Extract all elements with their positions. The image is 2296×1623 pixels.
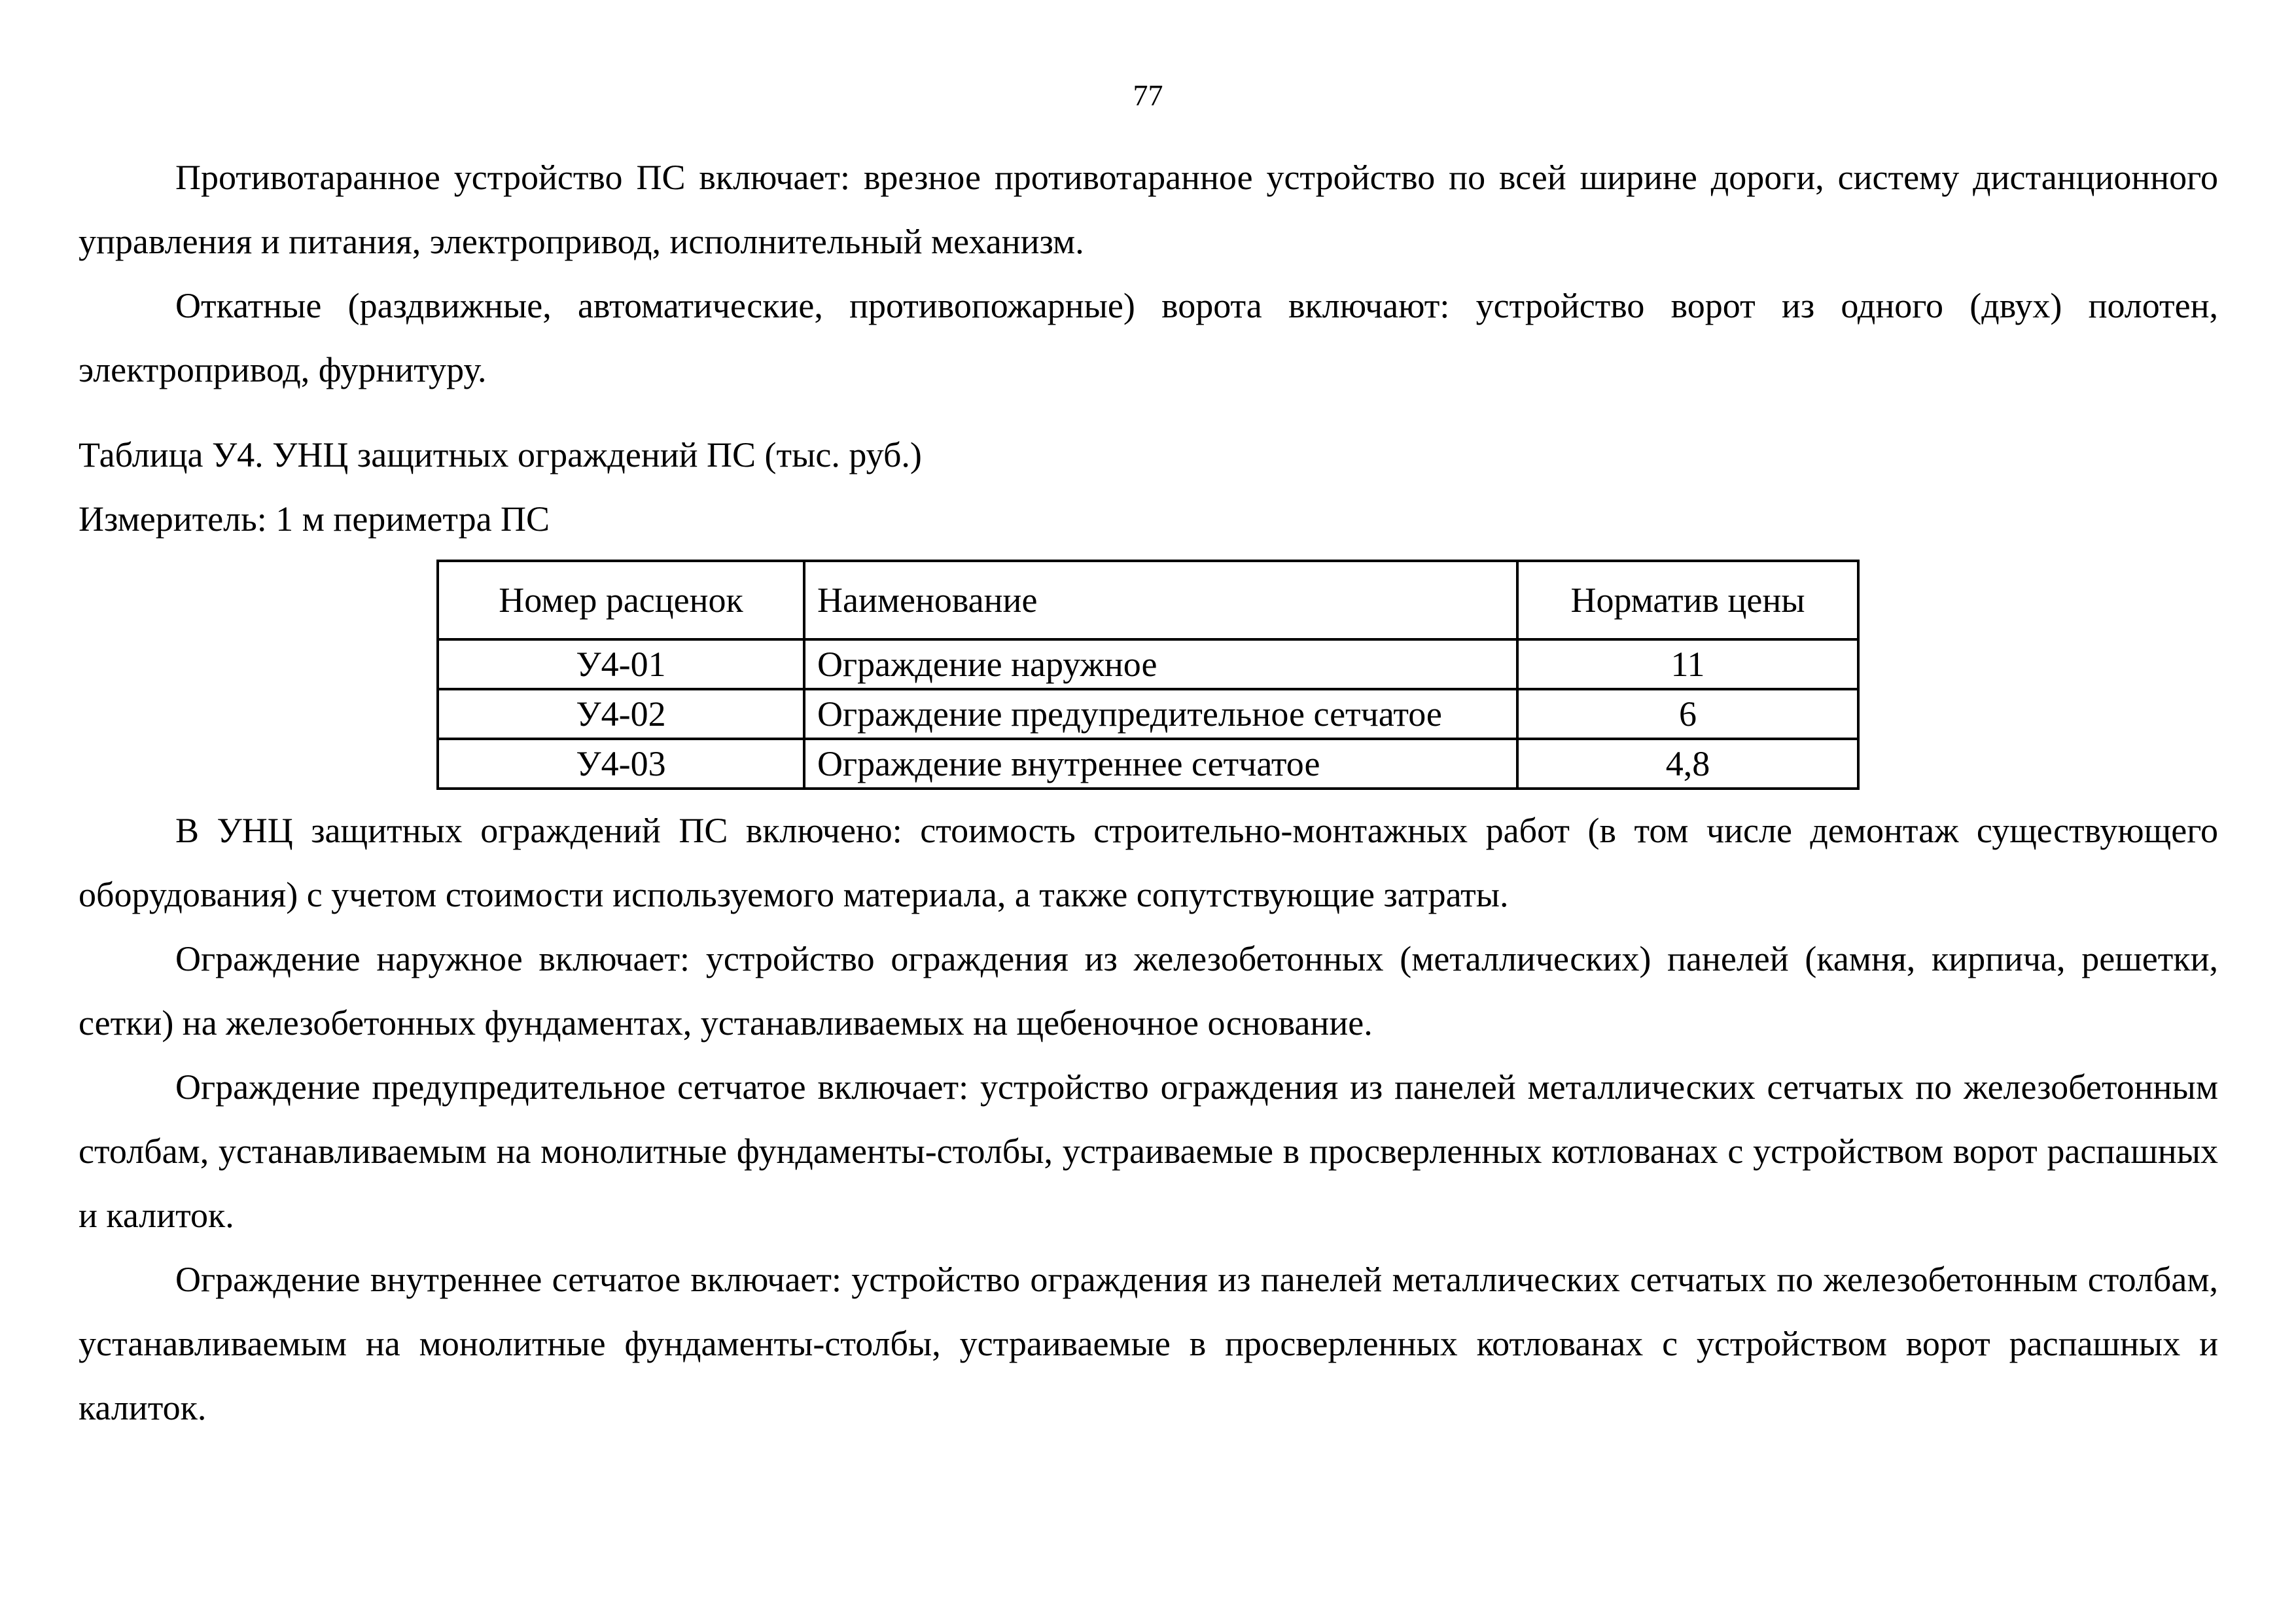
table-header-row (438, 561, 1858, 639)
paragraph-included-costs: В УНЦ защитных ограждений ПС включено: стоимость строительно-монтажных работ (в том числе демонтаж существующего оборудования) с учетом стоимости используемого материала, а также сопутствующие затраты. (79, 811, 2218, 914)
paragraph-anti-ram-device: Противотаранное устройство ПС включает: врезное противотаранное устройство по всей ширине дороги, систему дистанционного управления и питания, электропривод, исполнительный механизм. (79, 158, 2218, 261)
cell-code: У4-02 (438, 689, 804, 739)
body-text (79, 798, 2218, 1440)
table-title: Таблица У4. УНЦ защитных ограждений ПС (тыс. руб.) (79, 435, 922, 474)
table-unit: Измеритель: 1 м периметра ПС (79, 499, 550, 539)
price-table (436, 560, 1860, 790)
paragraph-inner-fence: Ограждение внутреннее сетчатое включает: устройство ограждения из панелей металлических сетчатых по железобетонным столбам, устанавливаемым на монолитные фундаменты-столбы, устраиваемые в просверленных котлованах с устройством ворот распашных и калиток. (79, 1260, 2218, 1427)
header-price: Норматив цены (1517, 561, 1858, 639)
cell-code: У4-01 (438, 639, 804, 689)
cell-name: Ограждение предупредительное сетчатое (804, 689, 1517, 739)
header-code: Номер расценок (438, 561, 804, 639)
cell-price: 4,8 (1517, 739, 1858, 789)
paragraph-sliding-gates: Откатные (раздвижные, автоматические, противопожарные) ворота включают: устройство ворот из одного (двух) полотен, электропривод, фурнитуру. (79, 286, 2218, 389)
cell-price: 11 (1517, 639, 1858, 689)
cell-name: Ограждение наружное (804, 639, 1517, 689)
table-row (438, 739, 1858, 789)
page-number: 77 (1133, 79, 1163, 112)
table-row (438, 639, 1858, 689)
header-name: Наименование (804, 561, 1517, 639)
cell-code: У4-03 (438, 739, 804, 789)
paragraph-warning-fence: Ограждение предупредительное сетчатое включает: устройство ограждения из панелей металлических сетчатых по железобетонным столбам, устанавливаемым на монолитные фундаменты-столбы, устраиваемые в просверленных котлованах с устройством ворот распашных и калиток. (79, 1067, 2218, 1235)
paragraph-outer-fence: Ограждение наружное включает: устройство ограждения из железобетонных (металлических) панелей (камня, кирпича, решетки, сетки) на железобетонных фундаментах, устанавливаемых на щебеночное основание. (79, 939, 2218, 1043)
cell-name: Ограждение внутреннее сетчатое (804, 739, 1517, 789)
intro-text (79, 145, 2218, 402)
table-row (438, 689, 1858, 739)
cell-price: 6 (1517, 689, 1858, 739)
